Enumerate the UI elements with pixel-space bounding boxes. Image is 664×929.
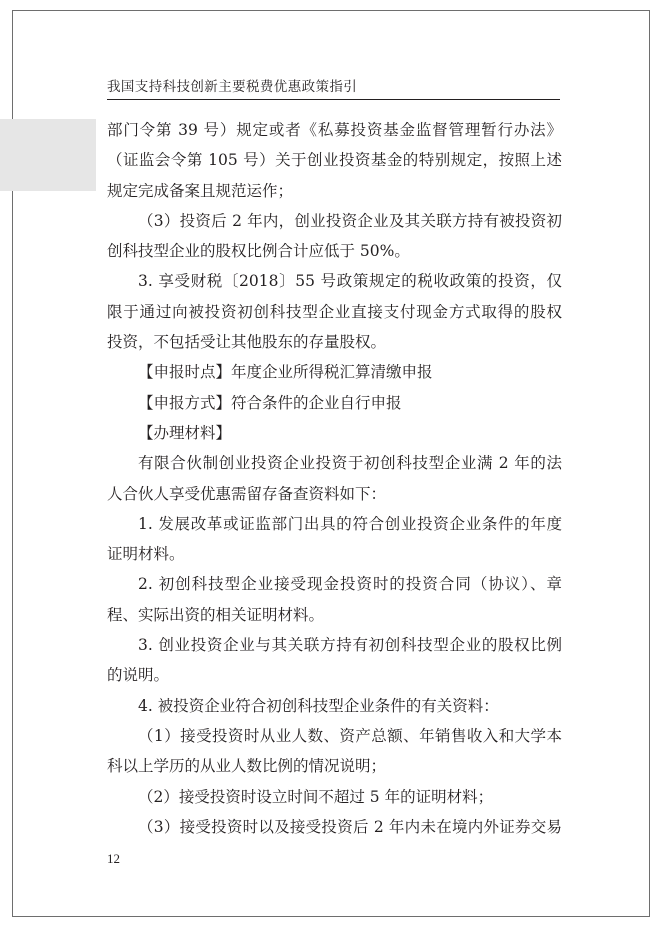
body-line: 程、实际出资的相关证明材料。 — [107, 605, 325, 624]
page-number: 12 — [107, 851, 120, 866]
body-line: 科以上学历的从业人数比例的情况说明； — [107, 757, 387, 776]
body-line: 2. 初创科技型企业接受现金投资时的投资合同（协议）、章 — [138, 575, 562, 594]
body-line: 3. 创业投资企业与其关联方持有初创科技型企业的股权比例 — [138, 636, 562, 655]
side-tab-marker — [0, 119, 96, 191]
body-line: 1. 发展改革或证监部门出具的符合创业投资企业条件的年度 — [138, 514, 562, 533]
body-line: 人合伙人享受优惠需留存备查资料如下： — [107, 484, 387, 503]
body-line: 有限合伙制创业投资企业投资于初创科技型企业满 2 年的法 — [138, 454, 562, 473]
body-line: （证监会令第 105 号）关于创业投资基金的特别规定，按照上述 — [107, 151, 562, 170]
body-line: 规定完成备案且规范运作； — [107, 181, 294, 200]
body-line: 投资，不包括受让其他股东的存量股权。 — [107, 333, 387, 352]
body-line: 【申报方式】符合条件的企业自行申报 — [138, 393, 402, 412]
body-line: 【办理材料】 — [138, 423, 232, 442]
body-line: （3）投资后 2 年内，创业投资企业及其关联方持有被投资初 — [138, 211, 562, 230]
body-line: 【申报时点】年度企业所得税汇算清缴申报 — [138, 363, 433, 382]
body-line: 创科技型企业的股权比例合计应低于 50%。 — [107, 242, 410, 261]
body-line: 4. 被投资企业符合初创科技型企业条件的有关资料： — [138, 696, 499, 715]
body-line: （2）接受投资时设立时间不超过 5 年的证明材料； — [138, 787, 494, 806]
body-line: 证明材料。 — [107, 545, 185, 564]
body-text — [107, 115, 562, 842]
body-line: 限于通过向被投资初创科技型企业直接支付现金方式取得的股权 — [107, 302, 562, 321]
header-rule — [107, 99, 560, 100]
body-line: 的说明。 — [107, 666, 170, 685]
running-header: 我国支持科技创新主要税费优惠政策指引 — [107, 79, 358, 95]
body-line: 3. 享受财税〔2018〕55 号政策规定的税收政策的投资，仅 — [138, 272, 562, 291]
body-line: （3）接受投资时以及接受投资后 2 年内未在境内外证券交易 — [138, 817, 562, 836]
body-line: 部门令第 39 号）规定或者《私募投资基金监督管理暂行办法》 — [107, 121, 562, 139]
body-line: （1）接受投资时从业人数、资产总额、年销售收入和大学本 — [138, 726, 562, 745]
